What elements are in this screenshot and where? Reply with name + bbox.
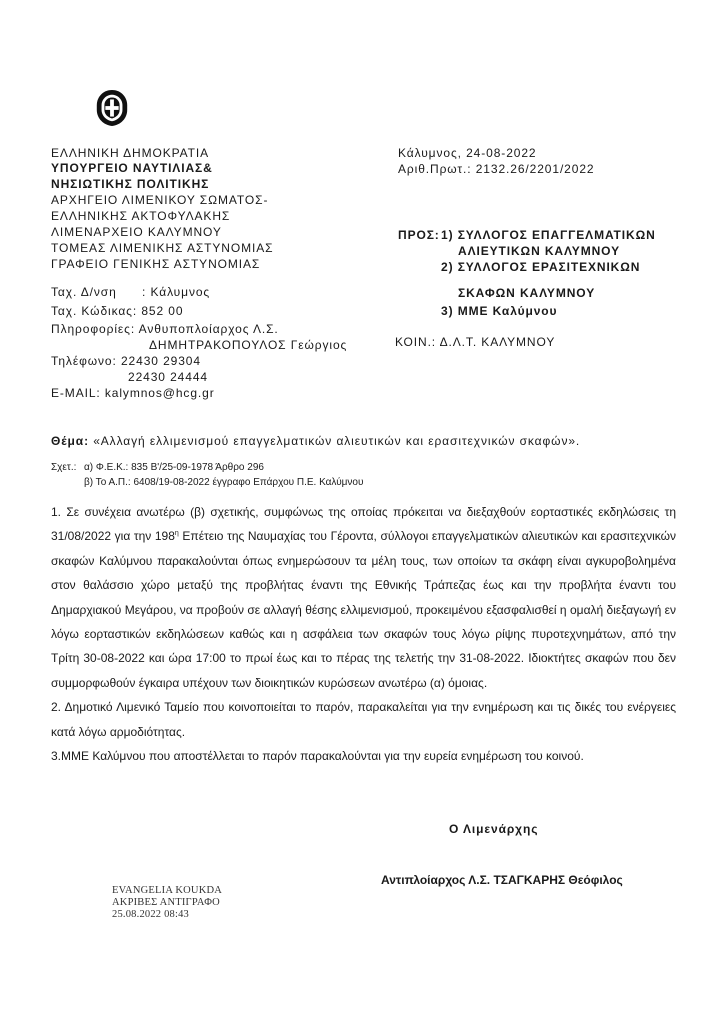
sender-line-coastguard: ΕΛΛΗΝΙΚΗΣ ΑΚΤΟΦΥΛΑΚΗΣ xyxy=(51,209,231,223)
address-value: : Κάλυμνος xyxy=(142,285,211,299)
hellenic-coat-of-arms-emblem xyxy=(93,89,131,127)
pros-label: ΠΡΟΣ: xyxy=(398,228,440,242)
recipient-2-line-2: ΣΚΑΦΩΝ ΚΑΛΥΜΝΟΥ xyxy=(458,286,596,300)
signature-title: Ο Λιμενάρχης xyxy=(449,822,539,836)
info-contact-name: ΔΗΜΗΤΡΑΚΟΠΟΥΛΟΣ Γεώργιος xyxy=(149,338,348,352)
ordinal-superscript: η xyxy=(174,530,179,538)
subject-text: «Αλλαγή ελλιμενισμού επαγγελματικών αλιευτικών και ερασιτεχνικών σκαφών». xyxy=(88,434,581,448)
info-contact: Πληροφορίες: Ανθυποπλοίαρχος Λ.Σ. xyxy=(51,322,279,336)
koin-recipient: ΚΟΙΝ.: Δ.Λ.Τ. ΚΑΛΥΜΝΟΥ xyxy=(395,335,556,349)
stamp-certified-copy: ΑΚΡΙΒΕΣ ΑΝΤΙΓΡΑΦΟ xyxy=(112,897,220,908)
paragraph-1-start: 1. Σε συνέχεια ανωτέρω (β) σχετικής, συμφώνως της οποίας πρόκειται να διεξαχθούν εορταστικές εκδηλώσεις τη 31/08/2022 για την 198 xyxy=(51,505,676,544)
email: E-MAIL: kalymnos@hcg.gr xyxy=(51,386,215,400)
paragraph-1-end: Επέτειο της Ναυμαχίας του Γέροντα, σύλλογοι επαγγελματικών αλιευτικών και ερασιτεχνικών σκαφών Καλύμνου παρακαλούνται όπως ενημερώσουν τα μέλη τους, των οποίων τα σκάφη είναι αγκυροβολημένα στον θαλάσσιο χώρο μεταξύ της προβλήτας έναντι της Εθνικής Τράπεζας έως και την προβλήτα έναντι του Δημαρχιακού Μεγάρου, να προβούν σε αλλαγή θέσης ελλιμενισμού, προκειμένου εξασφαλισθεί η ομαλή διεξαγωγή εν λόγω εορταστικών εκδηλώσεων καθώς και η ασφάλεια των σκαφών τους λόγω ρίψης πυροτεχνημάτων, από την Τρίτη 30-08-2022 και ώρα 17:00 το πρωί έως και το πέρας της τελετής την 31-08-2022. Ιδιοκτήτες σκαφών που δεν συμμορφωθούν έγκαιρα υπέχουν των διοικητικών κυρώσεων ανωτέρω (α) όμοιας. xyxy=(51,529,676,690)
sender-line-republic: ΕΛΛΗΝΙΚΗ ΔΗΜΟΚΡΑΤΙΑ xyxy=(51,146,210,160)
subject-label: Θέμα: xyxy=(51,434,89,448)
place-date: Κάλυμνος, 24-08-2022 xyxy=(398,146,537,160)
reference-b: β) Το Α.Π.: 6408/19-08-2022 έγγραφο Επάρχου Π.Ε. Καλύμνου xyxy=(84,477,364,488)
postal-code: Ταχ. Κώδικας: 852 00 xyxy=(51,304,184,318)
sender-line-office: ΓΡΑΦΕΙΟ ΓΕΝΙΚΗΣ ΑΣΤΥΝΟΜΙΑΣ xyxy=(51,257,261,271)
reference-a: α) Φ.Ε.Κ.: 835 Β'/25-09-1978 Άρθρο 296 xyxy=(84,462,264,473)
signature-name: Αντιπλοίαρχος Λ.Σ. ΤΣΑΓΚΑΡΗΣ Θεόφιλος xyxy=(381,873,623,887)
stamp-signer: EVANGELIA KOUKDA xyxy=(112,885,223,896)
sender-line-port-authority: ΛΙΜΕΝΑΡΧΕΙΟ ΚΑΛΥΜΝΟΥ xyxy=(51,225,222,239)
paragraph-3: 3.ΜΜΕ Καλύμνου που αποστέλλεται το παρόν παρακαλούνται για την ευρεία ενημέρωση του κοινού. xyxy=(51,749,584,764)
sender-line-ministry-2: ΝΗΣΙΩΤΙΚΗΣ ΠΟΛΙΤΙΚΗΣ xyxy=(51,177,210,191)
stamp-timestamp: 25.08.2022 08:43 xyxy=(112,909,189,920)
address-label: Ταχ. Δ/νση xyxy=(51,285,117,299)
subject-line xyxy=(51,434,580,450)
paragraph-1 xyxy=(51,500,676,695)
references-label: Σχετ.: xyxy=(51,462,77,473)
sender-line-hq: ΑΡΧΗΓΕΙΟ ΛΙΜΕΝΙΚΟΥ ΣΩΜΑΤΟΣ- xyxy=(51,193,269,207)
phone-2: 22430 24444 xyxy=(128,370,208,384)
letter-body xyxy=(51,500,676,768)
recipient-3: 3) ΜΜΕ Καλύμνου xyxy=(441,304,558,318)
protocol-number: Αριθ.Πρωτ.: 2132.26/2201/2022 xyxy=(398,162,595,176)
sender-line-ministry: ΥΠΟΥΡΓΕΙΟ ΝΑΥΤΙΛΙΑΣ& xyxy=(51,161,213,175)
paragraph-2: 2. Δημοτικό Λιμενικό Ταμείο που κοινοποιείται το παρόν, παρακαλείται για την ενημέρωση και τις δικές του ενέργειες κατά λόγω αρμοδιότητας. xyxy=(51,700,676,739)
recipient-1-line-2: ΑΛΙΕΥΤΙΚΩΝ ΚΑΛΥΜΝΟΥ xyxy=(458,244,620,258)
recipient-2-line-1: 2) ΣΥΛΛΟΓΟΣ ΕΡΑΣΙΤΕΧΝΙΚΩΝ xyxy=(441,260,641,274)
sender-line-sector: ΤΟΜΕΑΣ ΛΙΜΕΝΙΚΗΣ ΑΣΤΥΝΟΜΙΑΣ xyxy=(51,241,274,255)
phone-1: Τηλέφωνο: 22430 29304 xyxy=(51,354,201,368)
recipient-1-line-1: 1) ΣΥΛΛΟΓΟΣ ΕΠΑΓΓΕΛΜΑΤΙΚΩΝ xyxy=(441,228,656,242)
